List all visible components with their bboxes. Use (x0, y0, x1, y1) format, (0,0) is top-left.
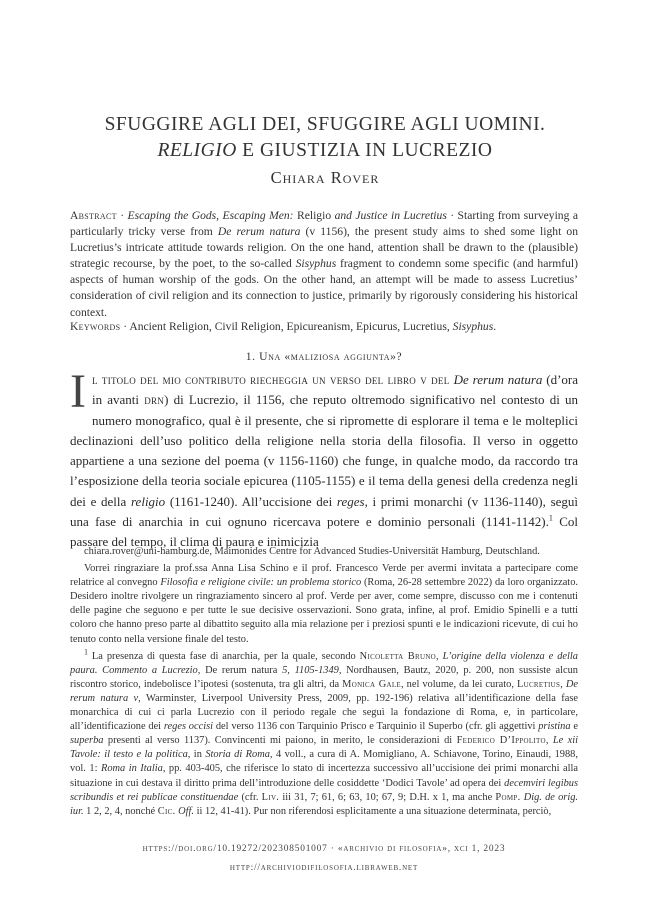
acknowledgements (70, 562, 578, 647)
abstract-sep: · (116, 209, 128, 222)
abstract-text: (v 1156), the present study aims to shed some light on Lucretius’s intricate attitude towards religion. On the one hand, attention shall be drawn to the (plausible) strategic recourse, by the poet, to the so-called (70, 225, 578, 271)
body-paragraph (70, 365, 579, 553)
body-italic: reges (336, 493, 365, 509)
keywords (70, 319, 578, 335)
footnote-number: 1 (84, 647, 88, 657)
fn-text: , Nordhausen, Bautz, 2020, p. 200, non sussiste alcun riscontro storico, indebolisce l’ipotesi (sostenuta, tra gli altri, da (70, 664, 578, 690)
fn-text: e (570, 721, 578, 733)
fn-author: Monica Gale (342, 678, 402, 690)
fn-italic: De rerum natura v (70, 678, 578, 704)
fn-italic: Filosofia e religione civile: un problema storico (160, 577, 362, 589)
abstract-work-title: De rerum natura (217, 225, 301, 239)
title-line-2 (60, 138, 590, 164)
fn-text: del verso 1136 con Tarquinio Prisco e Tarquinio il Superbo (cfr. gli aggettivi (213, 721, 539, 733)
fn-text: presenti al verso 1137). Convincenti mi paiono, in merito, le considerazioni di (103, 735, 457, 747)
fn-text: , (560, 678, 566, 690)
body-text: , i primi monarchi (v 1136-1140), seguì una fase di anarchia in cui ognuno ricercava potere e dominio personali (1141-1142). (70, 493, 579, 530)
fn-text: , 4 voll., a cura di A. Momigliano, A. Schiavone, Torino, Einaudi, 1988, vol. 1: (70, 749, 578, 775)
fn-text: , pp. 403-405, che riferisce lo stato di incertezza successivo all’uccisione dei primi monarchi alla situazione in cui destava il diritto prima dell’introduzione delle cosiddette ‘Dodici Tavole’ ad opera dei (70, 763, 578, 789)
abstract-text: · Starting from surveying a particularly tricky verse from (70, 209, 578, 239)
fn-text: 1 2, 2, 4, nonché (83, 805, 158, 817)
title-line-2-rest: E GIUSTIZIA IN LUCREZIO (236, 140, 493, 161)
drop-cap: I (70, 365, 86, 418)
title-line-1: SFUGGIRE AGLI DEI, SFUGGIRE AGLI UOMINI. (104, 114, 546, 135)
footnote-1 (70, 647, 579, 819)
abstract-title-part: Religio (293, 209, 335, 222)
body-italic: religio (130, 493, 166, 509)
fn-italic: decemviri legibus scribundis et rei publicae constituendae (70, 777, 579, 803)
abstract-title-part: and Justice in Lucretius (334, 209, 447, 222)
fn-text: ii 12, 41-41). Pur non riferendosi esplicitamente a una situazione determinata, perciò, (193, 805, 552, 817)
fn-text: (cfr. (238, 791, 262, 803)
fn-text: , Warminster, Liverpool University Press, 2009, pp. 192-196) relativa all’identificazione della fase monarchica di cui ci parla Lucrezio con il periodo regale che seguì la fondazione di Roma, e, in particolare, all’identificazione dei (70, 692, 579, 733)
keywords-list: Ancient Religion, Civil Religion, Epicureanism, Epicurus, Lucretius, (129, 320, 453, 333)
fn-author: Pomp. (495, 791, 521, 803)
doi-line[interactable]: https://doi.org/10.19272/202308501007 · «archivio di filosofia», xci 1, 2023 (142, 844, 506, 854)
fn-text: La presenza di questa fase di anarchia, per la quale, secondo (88, 650, 360, 662)
author-name: Chiara Rover (270, 168, 380, 187)
fn-italic: Storia di Roma (205, 749, 270, 761)
body-italic: De rerum natura (453, 372, 543, 387)
section-heading: 1. Una «maliziosa aggiunta»? (245, 350, 403, 363)
fn-author: Federico D’Ippolito (456, 735, 546, 747)
fn-italic: superba (70, 735, 104, 747)
fn-text: De rerum natura (200, 664, 283, 676)
journal-url[interactable]: http://archiviodifilosofia.libraweb.net (229, 863, 419, 873)
abstract-text: fragment to condemn some specific (and harmful) aspects of human worship of the gods. On the other hand, an attempt will be made to assess Lucretius’ consideration of civil religion and its connection to justice, primarily by rigorously considering his historical context. (70, 257, 578, 319)
fn-italic: Dig. de orig. iur. (70, 791, 578, 817)
fn-text: , nel volume, da lei curato, (401, 678, 517, 690)
fn-text: , (545, 735, 553, 747)
fn-author: Nicoletta Bruno (359, 650, 437, 662)
fn-author: Liv. (261, 791, 280, 803)
body-abbrev: drn (144, 392, 165, 408)
fn-italic: pristina (538, 721, 571, 733)
fn-text: (Roma, 26-28 settembre 2022) da loro organizzato. Desidero inoltre rivolgere un ringraziamento sincero al prof. Verde per aver, come sempre, discusso con me i contenuti delle pagine che seguono e per tutte le sue decisive osservazioni. Sono grata, infine, al prof. Emidio Spinelli e a tutti coloro che hanno preso parte al dibattito seguito alla mia relazione per i preziosi spunti e le indicazioni ricevute, di cui ho tenuto conto nella versione finale del testo. (70, 577, 578, 645)
footnote-ref[interactable]: 1 (548, 513, 553, 523)
fn-author: Cic. (157, 805, 176, 817)
title-religio: RELIGIO (157, 140, 237, 161)
fn-text: Vorrei ringraziare la prof.ssa Anna Lisa Schino e il prof. Francesco Verde per avermi invitata a partecipare come relatrice al convegno (70, 563, 578, 589)
article-title (60, 112, 590, 164)
keywords-label: Keywords (70, 320, 121, 333)
abstract-title-part: Escaping the Gods, Escaping Men: (127, 209, 294, 222)
author-contact: chiara.rover@uni-hamburg.de, Maimonides Centre for Advanced Studies-Universität Hamburg, Deutschland. (84, 546, 540, 557)
abstract-sisyphus: Sisyphus (295, 257, 337, 271)
body-text: (d’ora in avanti (91, 372, 578, 408)
fn-text: , (436, 650, 443, 662)
body-text: Col passare del tempo, il clima di paura e inimicizia (70, 514, 578, 550)
fn-italic: Roma in Italia (100, 763, 163, 775)
fn-text: , in (187, 749, 206, 761)
keywords-sep: · (120, 320, 130, 333)
footnotes (70, 545, 578, 822)
fn-italic: 5, 1105-1349 (282, 664, 339, 676)
fn-italic: Le xii Tavole: il testo e la politica (70, 735, 579, 761)
abstract (70, 208, 578, 321)
fn-italic: L’origine della violenza e della paura. Commento a Lucrezio, (70, 650, 578, 676)
keywords-last: Sisyphus (452, 320, 494, 333)
body-text: (1161-1240). All’uccisione dei (165, 493, 337, 509)
page-footer (70, 840, 578, 878)
fn-italic: reges occisi (163, 721, 214, 733)
abstract-label: Abstract (70, 209, 117, 222)
body-text: l titolo del mio contributo riecheggia un verso del libro v del (91, 372, 454, 387)
keywords-end: . (493, 320, 497, 333)
fn-author: Lucretius (516, 678, 561, 690)
fn-italic: Off. (178, 805, 194, 817)
fn-text: iii 31, 7; 61, 6; 63, 10; 67, 9; D.H. x 1, ma anche (279, 791, 496, 803)
body-text: ) di Lucrezio, il 1156, che reputo oltremodo significativo nel contesto di un numero monografico, qual è il presente, che si ripromette di esplorare il tema e le molteplici declinazioni dell’uso politico della religione nella storia della filosofia. Il verso in oggetto appartiene a una sezione del poema (v 1156-1160) che funge, in qualche modo, da raccordo tra l’esposizione della teoria sociale epicurea (1105-1155) e il tema della genesi della credenza negli dei e della (70, 392, 578, 509)
